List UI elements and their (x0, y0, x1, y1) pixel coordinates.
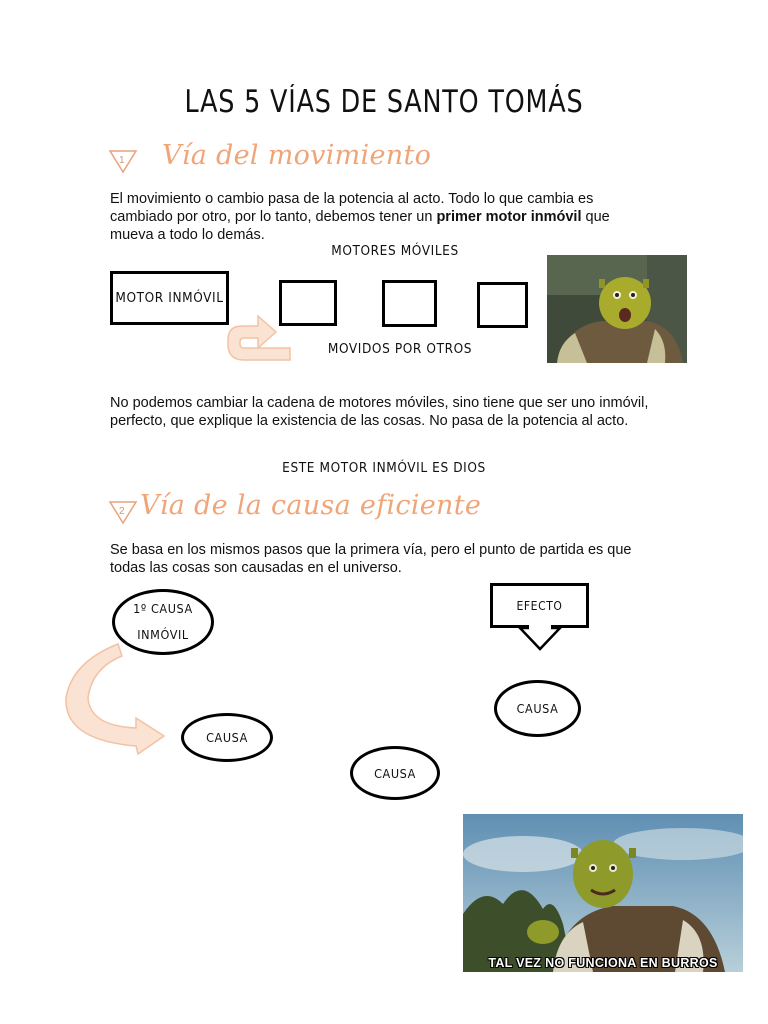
shrek-meme-illustration (463, 814, 743, 972)
causa-label: CAUSA (374, 765, 416, 781)
section-number: 2 (119, 506, 125, 517)
down-arrow-icon (518, 625, 562, 651)
primera-causa-line-1: 1º CAUSA (133, 601, 193, 616)
primera-causa-line-2: INMÓVIL (137, 627, 189, 642)
movidos-por-otros-label: MOVIDOS POR OTROS (327, 341, 473, 357)
motores-moviles-label: MOTORES MÓVILES (331, 243, 459, 259)
conclusion-label: ESTE MOTOR INMÓVIL ES DIOS (282, 460, 486, 476)
motor-movil-box-1 (279, 280, 337, 326)
shrek-meme-image (463, 814, 743, 972)
motor-inmovil-label: MOTOR INMÓVIL (115, 290, 224, 306)
motor-movil-box-3 (477, 282, 528, 328)
curved-arrow-icon (60, 640, 170, 756)
causa-label: CAUSA (206, 730, 248, 745)
motor-inmovil-box (110, 271, 229, 325)
causa-oval-bottom (350, 746, 440, 800)
para-bold-text: primer motor inmóvil (436, 209, 582, 225)
section-1-paragraph (110, 190, 655, 244)
section-1-paragraph-2: No podemos cambiar la cadena de motores móviles, sino tiene que ser uno inmóvil, perfecto, que explique la existencia de las cosas. No pasa de la potencia al acto. (110, 395, 649, 429)
shrek-illustration (547, 255, 687, 363)
section-2-heading: Vía de la causa eficiente (140, 490, 482, 521)
para-text: que mueva a todo lo demás. (110, 209, 610, 243)
section-2-paragraph: Se basa en los mismos pasos que la primera vía, pero el punto de partida es que todas las cosas son causadas en el universo. (110, 542, 632, 576)
meme-caption: TAL VEZ NO FUNCIONA EN BURROS (488, 956, 718, 970)
section-number: 1 (119, 155, 125, 166)
section-1-marker (108, 148, 142, 178)
motor-movil-box-2 (382, 280, 437, 327)
section-2-marker (108, 499, 142, 529)
para-text: El movimiento o cambio pasa de la potencia al acto. Todo lo que cambia es cambiado por otro, por lo tanto, debemos tener un (110, 191, 594, 225)
causa-oval-left (181, 713, 273, 762)
page-title: LAS 5 VÍAS DE SANTO TOMÁS (184, 84, 584, 120)
section-1-heading: Vía del movimiento (162, 140, 432, 171)
efecto-box (490, 583, 589, 628)
efecto-label: EFECTO (516, 598, 563, 613)
causa-label: CAUSA (516, 701, 559, 716)
shrek-surprised-image (547, 255, 687, 363)
causa-oval-right (494, 680, 581, 737)
